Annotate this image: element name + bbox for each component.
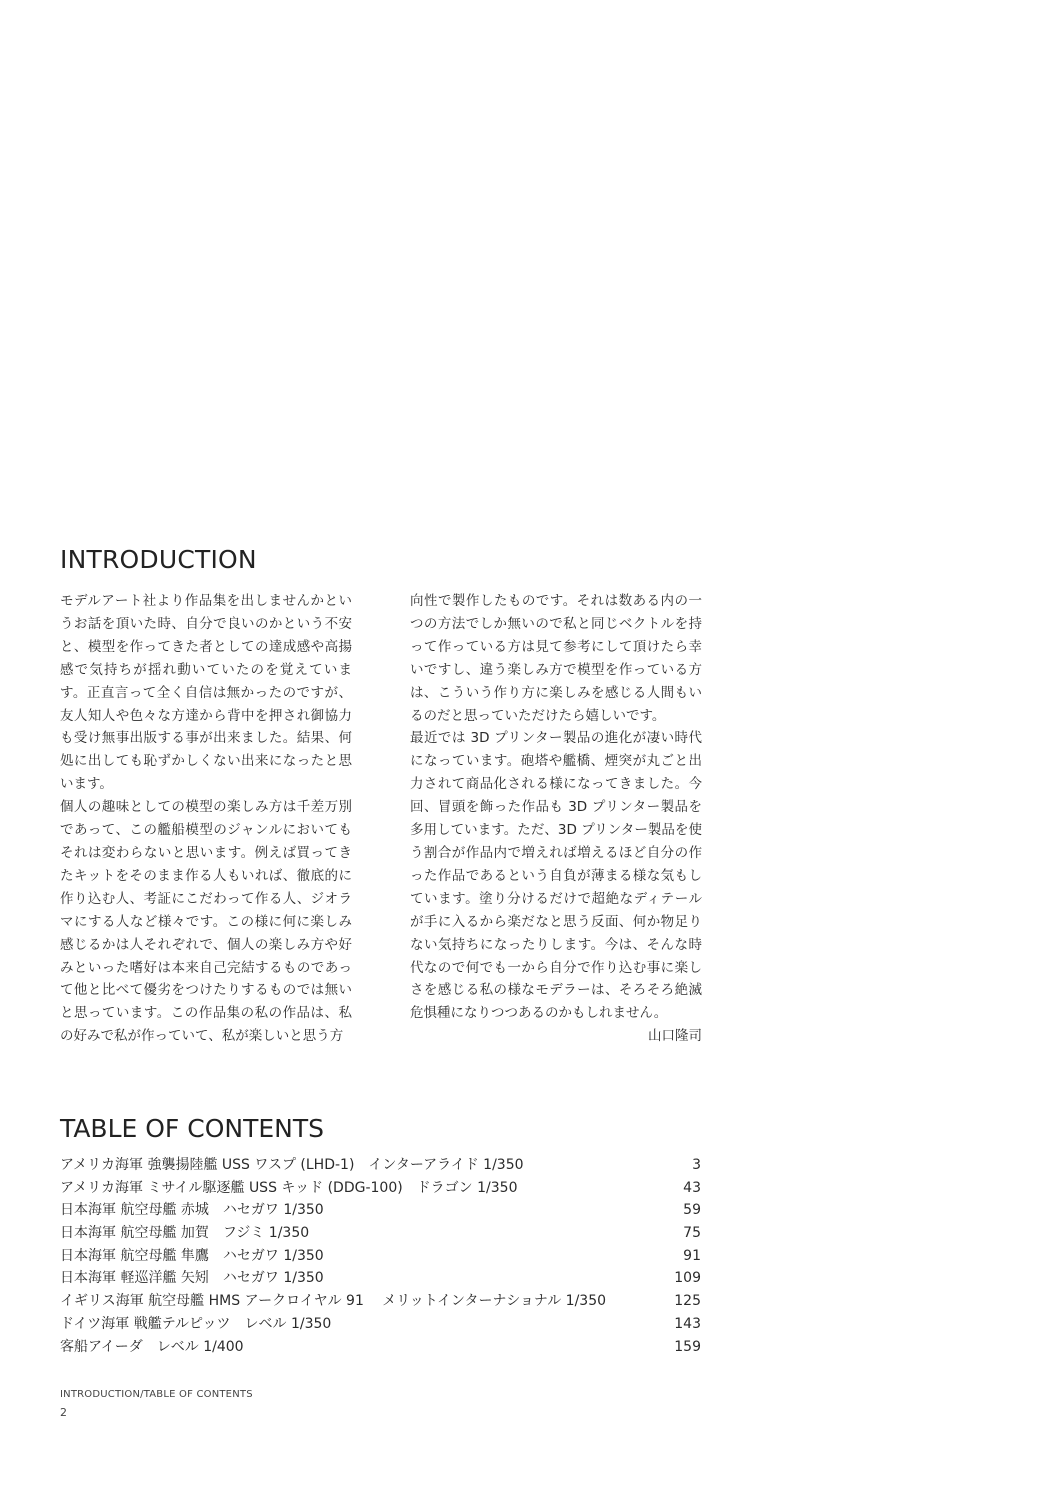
toc-entry-title: アメリカ海軍 ミサイル駆逐艦 USS キッド (DDG-100) ドラゴン 1/350: [60, 1179, 518, 1196]
toc-entry: [60, 1290, 701, 1313]
toc-entry-page: 91: [683, 1247, 701, 1264]
toc-entry: [60, 1222, 701, 1245]
toc-entry-page: 159: [674, 1338, 701, 1355]
toc-entry: [60, 1336, 701, 1359]
toc-entry-title: ドイツ海軍 戦艦テルピッツ レベル 1/350: [60, 1315, 332, 1332]
toc-entry-title: 日本海軍 航空母艦 隼鷹 ハセガワ 1/350: [60, 1247, 324, 1264]
toc-entry-page: 3: [692, 1157, 701, 1173]
toc-entry-page: 109: [674, 1270, 701, 1287]
toc-entry-page: 143: [674, 1315, 701, 1332]
introduction-paragraph: 向性で製作したものです。それは数ある内の一つの方法でしか無いので私と同じベクトルを持って作っている方は見て参考にして頂けたら幸いですし、違う楽しみ方で模型を作っている方は、こういう作り方に楽しみを感じる人間もいるのだと思っていただけたら嬉しいです。: [410, 593, 702, 724]
footer-page-number: 2: [60, 1406, 67, 1419]
toc-entry: [60, 1245, 701, 1268]
toc-entry-title: 客船アイーダ レベル 1/400: [60, 1338, 244, 1355]
footer-section-label: INTRODUCTION/TABLE OF CONTENTS: [60, 1389, 253, 1400]
toc-entry: [60, 1313, 701, 1336]
toc-entry-title: 日本海軍 航空母艦 加賀 フジミ 1/350: [60, 1225, 310, 1242]
toc-entry-title: 日本海軍 軽巡洋艦 矢矧 ハセガワ 1/350: [60, 1270, 324, 1287]
introduction-paragraph: 最近では 3D プリンター製品の進化が凄い時代になっています。砲塔や艦橋、煙突が丸ごと出力されて商品化される様になってきました。今回、冒頭を飾った作品も 3D プリンター製品を多用しています。ただ、3D プリンター製品を使う割合が作品内で増えれば増えるほど自分の作った作品であるという自負が薄まる様な気もしています。塗り分けるだけで超絶なディテールが手に入るから楽だなと思う反面、何か物足りない気持ちになったりします。今は、そんな時代なので何でも一から自分で作り込む事に楽しさを感じる私の様なモデラーは、そろそろ絶滅危惧種になりつつあるのかもしれません。: [410, 730, 702, 1022]
toc-entry-page: 43: [683, 1179, 701, 1196]
toc-entry: [60, 1177, 701, 1200]
introduction-column-right: [410, 590, 702, 1048]
introduction-heading: INTRODUCTION: [60, 545, 257, 574]
toc-entry-title: 日本海軍 航空母艦 赤城 ハセガワ 1/350: [60, 1202, 324, 1219]
toc-entry-title: アメリカ海軍 強襲揚陸艦 USS ワスプ (LHD-1) インターアライド 1/350: [60, 1157, 524, 1173]
toc-entry: [60, 1199, 701, 1222]
introduction-paragraph: 個人の趣味としての模型の楽しみ方は千差万別であって、この艦船模型のジャンルにおいてもそれは変わらないと思います。例えば買ってきたキットをそのまま作る人もいれば、徹底的に作り込む人、考証にこだわって作る人、ジオラマにする人など様々です。この様に何に楽しみ感じるかは人それぞれで、個人の楽しみ方や好みといった嗜好は本来自己完結するものであって他と比べて優劣をつけたりするものでは無いと思っています。この作品集の私の作品は、私の好みで私が作っていて、私が楽しいと思う方: [60, 799, 352, 1045]
toc-entry-page: 59: [683, 1202, 701, 1219]
toc-heading: TABLE OF CONTENTS: [60, 1114, 325, 1143]
toc-entry-page: 75: [683, 1225, 701, 1242]
author-signature: 山口隆司: [648, 1028, 702, 1045]
toc-entry-page: 125: [674, 1293, 701, 1310]
toc-entry-title: イギリス海軍 航空母艦 HMS アークロイヤル 91 メリットインターナショナル 1/350: [60, 1293, 607, 1310]
toc-list: [60, 1154, 701, 1358]
toc-entry: [60, 1267, 701, 1290]
introduction-column-left: [60, 590, 352, 1048]
introduction-paragraph: モデルアート社より作品集を出しませんかというお話を頂いた時、自分で良いのかという不安と、模型を作ってきた者としての達成感や高揚感で気持ちが揺れ動いていたのを覚えています。正直言って全く自信は無かったのですが、友人知人や色々な方達から背中を押され御協力も受け無事出版する事が出来ました。結果、何処に出しても恥ずかしくない出来になったと思います。: [60, 593, 352, 793]
toc-entry: [60, 1154, 701, 1177]
